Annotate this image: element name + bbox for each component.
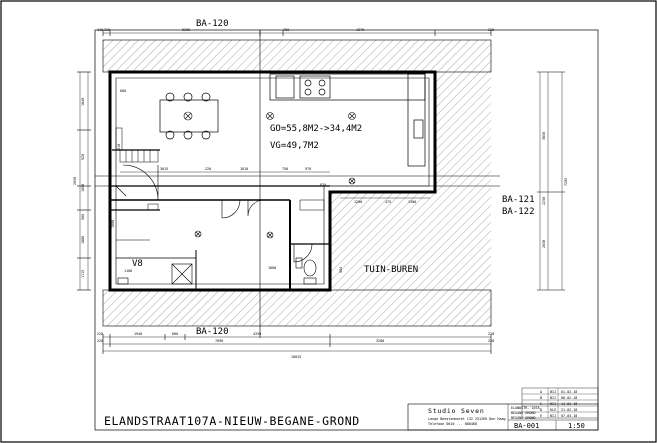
dim-bottom1-1: 220 <box>97 332 104 336</box>
dim-mid2-1: 1200 <box>354 200 363 204</box>
dim-left-6: 1880 <box>81 235 85 244</box>
dim-bottom1-2: 1940 <box>134 332 143 336</box>
studio-name: Studio Seven <box>428 407 485 415</box>
dim-misc-2: 1000 <box>268 266 277 270</box>
doors <box>116 165 312 262</box>
rev-code: BIJ <box>550 402 557 406</box>
cooktop <box>300 76 330 98</box>
dim-left-4: 1600 <box>81 183 85 192</box>
tb-floor: BEGANE GROND <box>511 411 536 415</box>
section-ba122: BA-122 <box>502 207 535 217</box>
dim-bottom-total: 10815 <box>291 355 302 359</box>
tb-desc: BEGANE GROND <box>511 416 536 420</box>
dim-mid-4: 750 <box>282 167 289 171</box>
hatch-top <box>103 40 491 72</box>
light-fixture-icon <box>349 113 356 120</box>
dim-right-1: 3850 <box>542 131 546 140</box>
dim-bottom2-4: 220 <box>488 339 495 343</box>
dim-left-inner-1: 410 <box>117 143 121 150</box>
rev-date: 08-02-18 <box>561 396 578 400</box>
light-fixture-icon <box>267 232 273 238</box>
rev-label: A <box>540 390 543 394</box>
tb-project: ELANDSTR. 107A <box>511 406 540 410</box>
rev-date: 01-02-18 <box>561 390 578 394</box>
rev-label: D <box>540 408 543 412</box>
dim-bottom1-3: 600 <box>172 332 179 336</box>
rev-code: KLE <box>550 408 557 412</box>
dining-set <box>160 93 218 139</box>
dim-misc-3: 984 <box>339 266 343 273</box>
dim-bottom1-4: 4330 <box>253 332 262 336</box>
hatch-bottom <box>103 290 491 326</box>
burner-4 <box>319 89 325 95</box>
light-fixture-icon <box>267 113 274 120</box>
rev-code: BIJ <box>550 414 557 418</box>
section-ba120-top: BA-120 <box>196 19 229 29</box>
door-swing-front <box>123 165 158 200</box>
garden-label: TUIN-BUREN <box>364 265 419 275</box>
rev-label: C <box>540 402 543 406</box>
dim-mid-1: 3015 <box>160 167 169 171</box>
rev-label: B <box>540 396 543 400</box>
kitchen-sink <box>414 120 423 138</box>
dim-mid2-3: 1300 <box>408 200 417 204</box>
dim-mid-2: 220 <box>205 167 212 171</box>
v8-unit <box>118 264 192 284</box>
kitchen <box>270 74 425 166</box>
light-fixture-icon <box>349 178 355 184</box>
dim-top-1: 110 <box>97 28 104 32</box>
dim-left-2: 920 <box>81 153 85 160</box>
dim-left-inner-2: 1900 <box>111 219 115 228</box>
dim-right-2: 2250 <box>542 196 546 205</box>
area-go: GO=55,8M2->34,4M2 <box>270 124 363 134</box>
dim-top-3: 5295 <box>182 28 191 32</box>
door-swing-bath <box>294 244 312 262</box>
dim-left-3: 2050 <box>73 176 77 185</box>
dim-top-6: 220 <box>488 28 495 32</box>
burner-2 <box>319 80 325 86</box>
dim-top-2: 220 <box>104 28 111 32</box>
dim-mid-3: 1810 <box>240 167 249 171</box>
dim-top-4: 700 <box>283 28 290 32</box>
studio-address: Lange Beestenmarkt 132 2512EK Den Haag <box>428 417 506 421</box>
fridge <box>276 76 294 98</box>
dim-left-5: 900 <box>81 213 85 220</box>
rev-date: 14-02-18 <box>561 402 578 406</box>
staircase <box>120 150 158 162</box>
light-fixture-icon <box>195 231 201 237</box>
sheet-number: BA-001 <box>514 422 540 430</box>
dim-bottom1-5: 220 <box>488 332 495 336</box>
light-fixture-icon <box>184 112 192 120</box>
dim-bottom2-1: 220 <box>97 339 104 343</box>
dining-table <box>160 100 218 132</box>
door-swing-hall-2 <box>248 200 264 216</box>
rev-code: BIJ <box>550 390 557 394</box>
dim-bottom2-3: 3280 <box>376 339 385 343</box>
v8-label: V8 <box>132 259 143 269</box>
dim-mid2-2: 475 <box>385 200 392 204</box>
toilet-tank <box>304 278 316 284</box>
dim-misc-4: 600 <box>120 89 127 93</box>
hatch-garden <box>330 192 491 290</box>
stair-run <box>120 150 158 162</box>
burner-3 <box>305 89 311 95</box>
section-ba121: BA-121 <box>502 195 535 205</box>
burner-1 <box>305 80 311 86</box>
door-swing-hall-1 <box>222 200 240 218</box>
section-ba120-bottom: BA-120 <box>196 327 229 337</box>
rev-date: 07-03-18 <box>561 414 578 418</box>
dim-bottom2-2: 7090 <box>215 339 224 343</box>
cabinet-hall <box>148 204 158 210</box>
area-vg: VG=49,7M2 <box>270 141 319 151</box>
dim-mid-5: 970 <box>305 167 312 171</box>
hatch-right <box>435 72 491 192</box>
wash-basin <box>296 258 302 268</box>
small-box <box>118 278 128 284</box>
dim-misc-1: 1100 <box>124 269 133 273</box>
wall-unit <box>300 200 324 210</box>
dim-right-3: 7205 <box>564 177 568 186</box>
dim-misc-5: 870 <box>320 183 327 187</box>
drawing-title: ELANDSTRAAT107A-NIEUW-BEGANE-GROND <box>104 414 360 428</box>
dim-left-1: 1840 <box>81 97 85 106</box>
door-swing-meter <box>116 186 126 196</box>
hatched-zones <box>103 40 491 326</box>
rev-label: E <box>540 414 543 418</box>
dim-left-7: 1115 <box>81 269 85 278</box>
studio-contact: Telefoon 0616 ... 088468 <box>428 422 477 426</box>
toilet-bowl <box>304 260 316 276</box>
rev-code: BIJ <box>550 396 557 400</box>
drawing-scale: 1:50 <box>568 422 585 430</box>
dim-top-5: 4375 <box>356 28 365 32</box>
rev-date: 21-02-18 <box>561 408 578 412</box>
dim-right-4: 2830 <box>542 239 546 248</box>
toilet-room <box>296 258 316 284</box>
